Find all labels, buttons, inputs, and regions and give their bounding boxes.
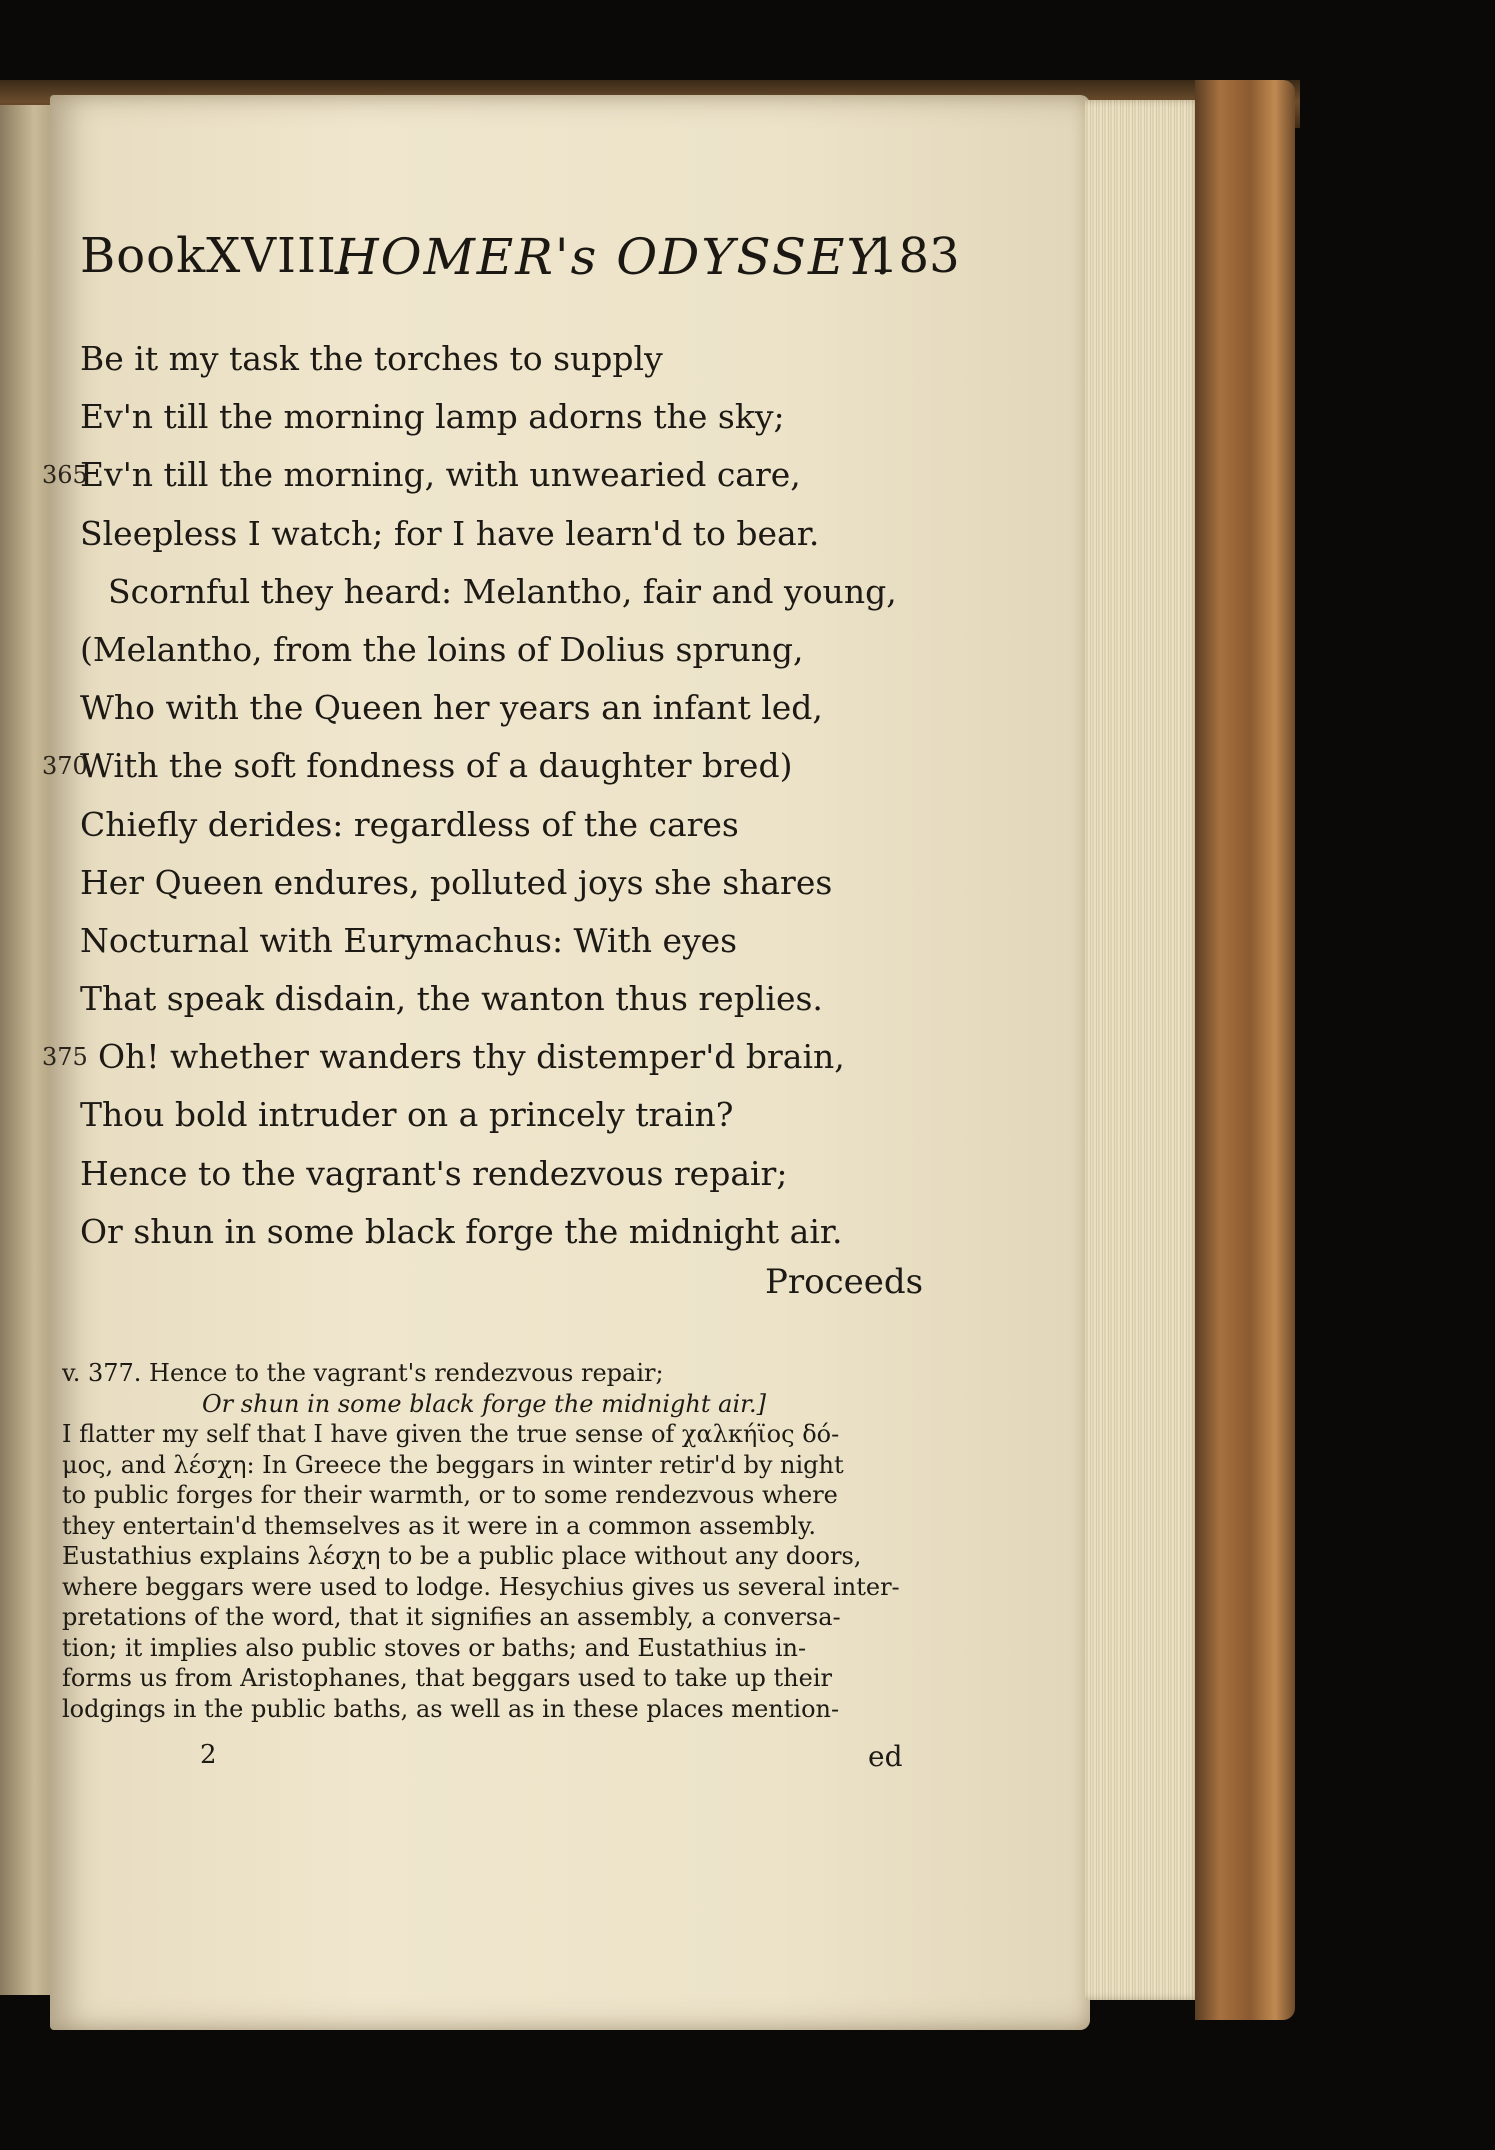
catchword: Proceeds xyxy=(765,1262,924,1302)
footnote-catchword: ed xyxy=(868,1740,903,1773)
verse-line: Who with the Queen her years an infant led, xyxy=(80,688,823,728)
verse-line: Chiefly derides: regardless of the cares xyxy=(80,804,739,844)
footnote xyxy=(62,1358,900,1724)
book-label: BookXVIII. xyxy=(80,228,354,284)
verse-line: Nocturnal with Eurymachus: With eyes xyxy=(80,920,738,960)
verse-line: Her Queen endures, polluted joys she shares xyxy=(80,862,833,902)
page-number: 183 xyxy=(868,228,960,284)
signature-mark: 2 xyxy=(200,1740,217,1770)
line-number: 365 xyxy=(42,461,88,490)
footnote-body: I flatter my self that I have given the true sense of χαλκήϊος δό- μος, and λέσχη: In Greece the beggars in winter retir'd by night to public forges for their warmth, or to some rendezvous where they entertain'd themselves as it were in a common assembly. Eustathius explains λέσχη to be a public place without any doors, where beggars were used to lodge. Hesychius gives us several inter- pretations of the word, that it signifies an assembly, a conversa- tion; it implies also public stoves or baths; and Eustathius in- forms us from Aristophanes, that beggars used to take up their lodgings in the public baths, as well as in these places mention- xyxy=(62,1420,900,1723)
footnote-reference-continued: Or shun in some black forge the midnight air.] xyxy=(202,1389,766,1418)
verse-line: Be it my task the torches to supply xyxy=(80,339,663,378)
page-edges xyxy=(1085,100,1200,2000)
running-header xyxy=(80,220,960,290)
verse-line: Thou bold intruder on a princely train? xyxy=(80,1095,734,1135)
verse-line: 365 Ev'n till the morning, with unwearied care, xyxy=(80,446,910,504)
book-cover xyxy=(1195,80,1295,2020)
verse-text xyxy=(42,330,910,1261)
page-title: HOMER's ODYSSEY. xyxy=(335,228,893,286)
verse-line: Sleepless I watch; for I have learn'd to bear. xyxy=(80,513,820,553)
verse-line: 375 Oh! whether wanders thy distemper'd brain, xyxy=(80,1028,910,1086)
verse-line: 370 With the soft fondness of a daughter bred) xyxy=(80,737,910,795)
verse-line: Ev'n till the morning lamp adorns the sky; xyxy=(80,397,785,437)
line-number: 370 xyxy=(42,752,88,781)
verse-line: That speak disdain, the wanton thus replies. xyxy=(80,979,823,1019)
line-number: 375 xyxy=(42,1043,88,1072)
footnote-reference: v. 377. Hence to the vagrant's rendezvous repair; xyxy=(62,1359,664,1387)
verse-line: (Melantho, from the loins of Dolius sprung, xyxy=(80,629,804,669)
verse-line: Or shun in some black forge the midnight air. xyxy=(80,1211,843,1251)
verse-line: Hence to the vagrant's rendezvous repair; xyxy=(80,1153,788,1193)
verse-line: Scornful they heard: Melantho, fair and young, xyxy=(108,571,897,611)
